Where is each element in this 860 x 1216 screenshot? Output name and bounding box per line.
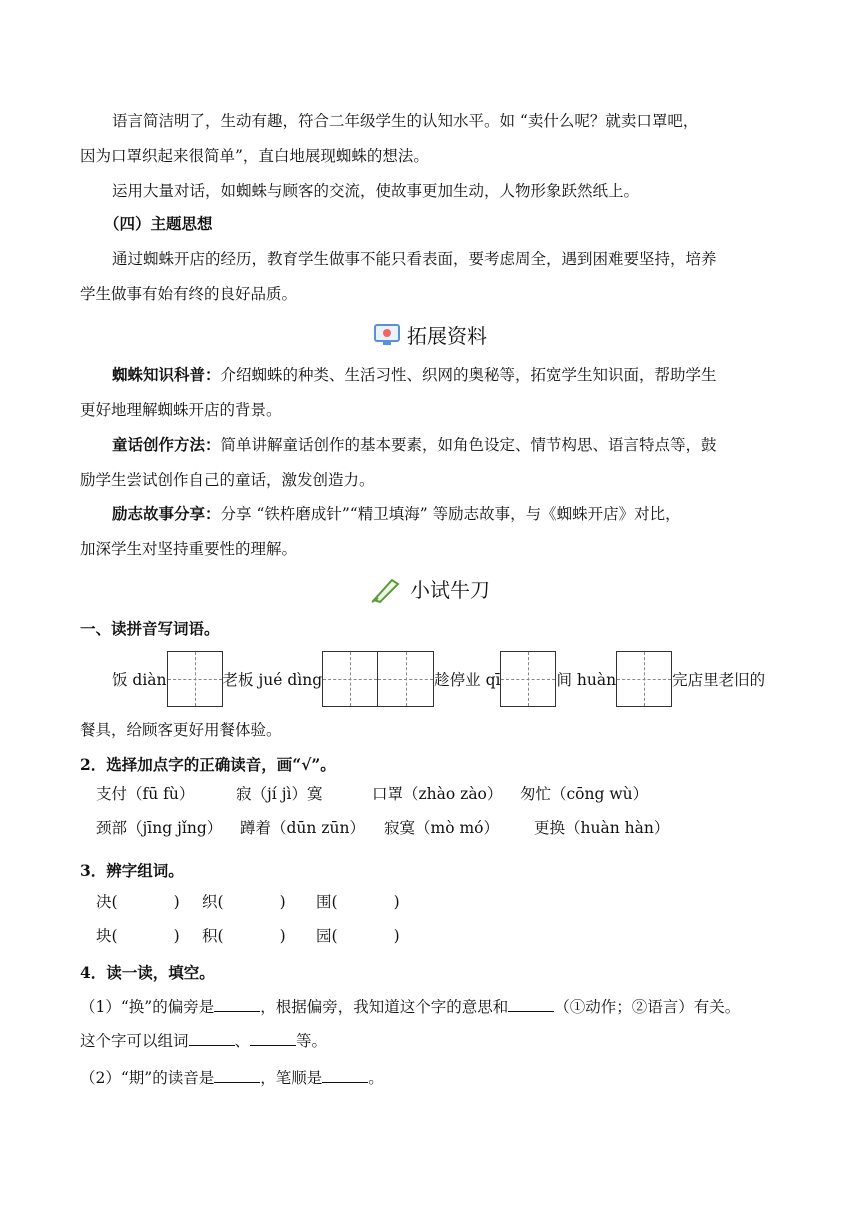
paragraph-line: 语言简洁明了，生动有趣，符合二年级学生的认知水平。如 “卖什么呢？就卖口罩吧，	[112, 112, 699, 130]
term-text: 介绍蜘蛛的种类、生活习性、织网的奥秘等，拓宽学生知识面，帮助学生	[220, 366, 717, 384]
paren: )	[173, 927, 180, 945]
char: 积(	[202, 927, 224, 945]
fill-line	[80, 995, 780, 1018]
text: ，笔顺是	[260, 1069, 323, 1087]
paren: )	[279, 893, 286, 911]
char: 块(	[96, 927, 118, 945]
pinyin-prompt: 趁停业 qī	[434, 671, 501, 689]
writing-box[interactable]	[378, 651, 434, 707]
fill-line	[80, 1066, 780, 1089]
word-blank[interactable]	[202, 891, 286, 913]
fill-blank[interactable]	[214, 1066, 260, 1083]
pinyin-prompt: 间 huàn	[556, 671, 617, 689]
paragraph-line: 餐具，给顾客更好用餐体验。	[80, 721, 282, 739]
writing-box[interactable]	[500, 651, 556, 707]
term-label: 蜘蛛知识科普：	[112, 365, 221, 384]
monitor-icon	[373, 323, 401, 352]
text: 等。	[296, 1032, 328, 1050]
char: 围(	[316, 893, 338, 911]
char: 织(	[202, 893, 224, 911]
fill-blank[interactable]	[322, 1066, 368, 1083]
pinyin-row	[112, 651, 765, 707]
choice-item[interactable]: 匆忙（cōng wù）	[520, 785, 649, 803]
question-heading: 一、读拼音写词语。	[80, 619, 220, 638]
paren: )	[279, 927, 286, 945]
paren: )	[173, 893, 180, 911]
paragraph-line	[112, 503, 812, 525]
writing-box[interactable]	[167, 651, 223, 707]
writing-box[interactable]	[322, 651, 378, 707]
question-heading: 2．选择加点字的正确读音，画“√”。	[80, 755, 336, 774]
paragraph-line: 通过蜘蛛开店的经历，教育学生做事不能只看表面，要考虑周全，遇到困难要坚持，培养	[112, 250, 717, 268]
paragraph-line	[112, 364, 812, 386]
section-title-extension	[0, 320, 860, 352]
text: 、	[234, 1032, 251, 1050]
text: （2）“期”的读音是	[80, 1069, 215, 1087]
word-blank[interactable]	[96, 925, 180, 947]
paragraph-line: 学生做事有始有终的良好品质。	[80, 285, 298, 303]
section-title-practice	[0, 574, 860, 609]
fill-blank[interactable]	[508, 995, 554, 1012]
word-blank[interactable]	[96, 891, 180, 913]
term-text: 分享 “铁杵磨成针”“精卫填海” 等励志故事，与《蜘蛛开店》对比，	[220, 505, 681, 523]
term-label: 童话创作方法：	[112, 435, 221, 454]
pinyin-prompt: 饭 diàn	[112, 671, 167, 689]
choice-item[interactable]: 更换（huàn hàn）	[534, 819, 670, 837]
question-heading: 4．读一读，填空。	[80, 963, 215, 982]
pinyin-prompt: 完店里老旧的	[672, 671, 766, 689]
char: 园(	[316, 927, 338, 945]
paragraph-line: 运用大量对话，如蜘蛛与顾客的交流，使故事更加生动，人物形象跃然纸上。	[112, 182, 640, 200]
section-title-text: 拓展资料	[407, 324, 487, 348]
fill-blank[interactable]	[214, 995, 260, 1012]
writing-box[interactable]	[616, 651, 672, 707]
text: 。	[368, 1069, 384, 1087]
choice-item[interactable]: 口罩（zhào zào）	[372, 785, 503, 803]
section-title-text: 小试牛刀	[410, 578, 490, 602]
word-blank[interactable]	[316, 925, 400, 947]
text: （①动作；②语言）有关。	[554, 998, 741, 1016]
word-blank[interactable]	[316, 891, 400, 913]
pinyin-prompt: 老板 jué dìng	[222, 671, 323, 689]
paragraph-line: 因为口罩织起来很简单”，直白地展现蜘蛛的想法。	[80, 147, 429, 165]
paragraph-line: 更好地理解蜘蛛开店的背景。	[80, 401, 282, 419]
choice-item[interactable]: 颈部（jīng jǐng）	[96, 819, 223, 837]
subheading: （四）主题思想	[104, 214, 213, 233]
choice-item[interactable]: 寂寞（mò mó）	[384, 819, 499, 837]
paragraph-line	[112, 434, 812, 456]
text: ，根据偏旁，我知道这个字的意思和	[260, 998, 509, 1016]
text: 这个字可以组词	[80, 1032, 189, 1050]
choice-item[interactable]: 支付（fū fù）	[96, 785, 195, 803]
question-heading: 3．辨字组词。	[80, 861, 184, 880]
paragraph-line: 加深学生对坚持重要性的理解。	[80, 540, 298, 558]
char: 决(	[96, 893, 118, 911]
fill-blank[interactable]	[189, 1029, 235, 1046]
choice-item[interactable]: 寂（jí jì）寞	[236, 785, 323, 803]
fill-line	[80, 1029, 780, 1052]
paren: )	[393, 927, 400, 945]
text: （1）“换”的偏旁是	[80, 998, 215, 1016]
term-text: 简单讲解童话创作的基本要素，如角色设定、情节构思、语言特点等，鼓	[220, 436, 717, 454]
choice-item[interactable]: 蹲着（dūn zūn）	[240, 819, 365, 837]
paragraph-line: 励学生尝试创作自己的童话，激发创造力。	[80, 471, 375, 489]
term-label: 励志故事分享：	[112, 504, 221, 523]
word-blank[interactable]	[202, 925, 286, 947]
fill-blank[interactable]	[250, 1029, 296, 1046]
pen-icon	[370, 574, 404, 609]
paren: )	[393, 893, 400, 911]
